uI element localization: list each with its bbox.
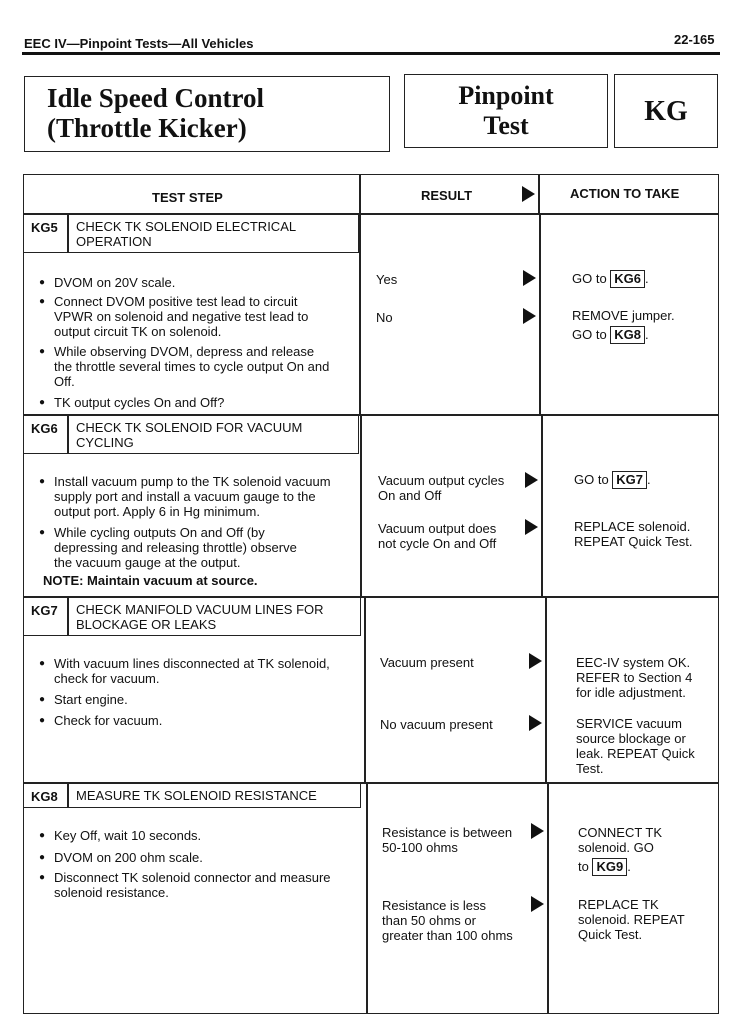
goto-line: GO to KG6 .: [572, 271, 649, 286]
column-divider-result: [539, 213, 541, 414]
result-text: Resistance is between 50-100 ohms: [382, 825, 513, 855]
action-text: CONNECT TK solenoid. GO to KG9 .: [578, 825, 713, 876]
goto-step-ref[interactable]: KG8: [610, 326, 645, 344]
title-line-2: (Throttle Kicker): [47, 113, 247, 143]
result-arrow-icon: [523, 270, 536, 286]
column-divider-step: [359, 174, 361, 214]
test-step-bullet: ● Check for vacuum.: [39, 713, 370, 728]
running-header: EEC IV—Pinpoint Tests—All Vehicles: [24, 36, 254, 51]
action-text: SERVICE vacuum source blockage or leak. REPEAT Quick Test.: [576, 716, 695, 776]
step-title: CHECK MANIFOLD VACUUM LINES FOR BLOCKAGE OR LEAKS: [76, 602, 324, 632]
goto-step-ref[interactable]: KG6: [610, 270, 645, 288]
test-step-bullet: ● Start engine.: [39, 692, 370, 707]
step-code: KG5: [31, 220, 58, 235]
action-text: EEC-IV system OK. REFER to Section 4 for idle adjustment.: [576, 655, 693, 700]
goto-step-ref[interactable]: KG7: [612, 471, 647, 489]
result-arrow-icon: [525, 472, 538, 488]
action-text: REPLACE solenoid. REPEAT Quick Test.: [574, 519, 693, 549]
header-rule: [22, 52, 720, 55]
title-box: [24, 76, 390, 152]
step-code-divider: [67, 213, 69, 253]
goto-step-ref[interactable]: KG9: [592, 858, 627, 876]
test-step-bullet: ● DVOM on 200 ohm scale.: [39, 850, 372, 865]
result-text: No: [376, 310, 393, 325]
action-text: REPLACE TK solenoid. REPEAT Quick Test.: [578, 897, 685, 942]
step-title: CHECK TK SOLENOID ELECTRICAL OPERATION: [76, 219, 297, 249]
result-arrow-icon: [531, 823, 544, 839]
pinpoint-line-2: Test: [483, 111, 529, 140]
step-code-divider: [67, 414, 69, 454]
test-step-bullet: ● While cycling outputs On and Off (by depressing and releasing throttle) observe the vacuum gauge at the output.: [39, 525, 366, 570]
step-code-divider: [67, 596, 69, 636]
column-header-result: RESULT: [421, 188, 473, 203]
test-code-box: [614, 74, 718, 148]
result-arrow-icon: [529, 653, 542, 669]
column-divider-result: [547, 782, 549, 1014]
step-code: KG7: [31, 603, 58, 618]
test-step-bullet: ● Disconnect TK solenoid connector and measure solenoid resistance.: [39, 870, 372, 900]
result-text: Vacuum present: [380, 655, 474, 670]
action-text: [572, 270, 713, 288]
column-divider-result: [545, 596, 547, 782]
result-arrow-icon: [529, 715, 542, 731]
action-text: REMOVE jumper. GO to KG8 .: [572, 308, 713, 344]
test-step-bullet: ● TK output cycles On and Off?: [39, 395, 365, 410]
pinpoint-box: [404, 74, 608, 148]
result-text: No vacuum present: [380, 717, 493, 732]
step-code-divider: [67, 782, 69, 808]
column-divider-step: [364, 596, 366, 782]
result-text: Yes: [376, 272, 398, 287]
column-divider-result: [541, 414, 543, 596]
result-arrow-icon: [522, 186, 535, 202]
title-line-1: Idle Speed Control: [47, 83, 265, 113]
result-text: Vacuum output does not cycle On and Off: [378, 521, 497, 551]
test-step-bullet: ● Key Off, wait 10 seconds.: [39, 828, 372, 843]
result-arrow-icon: [525, 519, 538, 535]
step-title: MEASURE TK SOLENOID RESISTANCE: [76, 788, 317, 803]
goto-line: GO to KG7 .: [574, 472, 651, 487]
test-code: KG: [644, 96, 688, 127]
column-divider-result: [538, 174, 540, 214]
test-step-note: NOTE: Maintain vacuum at source.: [43, 573, 258, 588]
test-step-bullet: ● Install vacuum pump to the TK solenoid vacuum supply port and install a vacuum gauge to the output port. Apply 6 in Hg minimum.: [39, 474, 366, 519]
test-step-bullet: ● Connect DVOM positive test lead to circuit VPWR on solenoid and negative test lead to output circuit TK on solenoid.: [39, 294, 365, 339]
result-text: Resistance is less than 50 ohms or greater than 100 ohms: [382, 898, 513, 943]
goto-line: to KG9 .: [578, 859, 631, 874]
step-code: KG6: [31, 421, 58, 436]
result-arrow-icon: [523, 308, 536, 324]
test-step-bullet: ● DVOM on 20V scale.: [39, 275, 365, 290]
step-title: CHECK TK SOLENOID FOR VACUUM CYCLING: [76, 420, 303, 450]
page-number: 22-165: [674, 32, 715, 47]
test-step-bullet: ● While observing DVOM, depress and release the throttle several times to cycle output On and Off.: [39, 344, 365, 389]
column-header-action: ACTION TO TAKE: [570, 186, 680, 201]
step-code: KG8: [31, 789, 58, 804]
column-header-test-step: TEST STEP: [152, 190, 223, 205]
pinpoint-line-1: Pinpoint: [458, 81, 554, 110]
test-step-bullet: ● With vacuum lines disconnected at TK solenoid, check for vacuum.: [39, 656, 370, 686]
action-text: [574, 471, 713, 489]
result-arrow-icon: [531, 896, 544, 912]
goto-line: GO to KG8 .: [572, 327, 649, 342]
result-text: Vacuum output cycles On and Off: [378, 473, 505, 503]
